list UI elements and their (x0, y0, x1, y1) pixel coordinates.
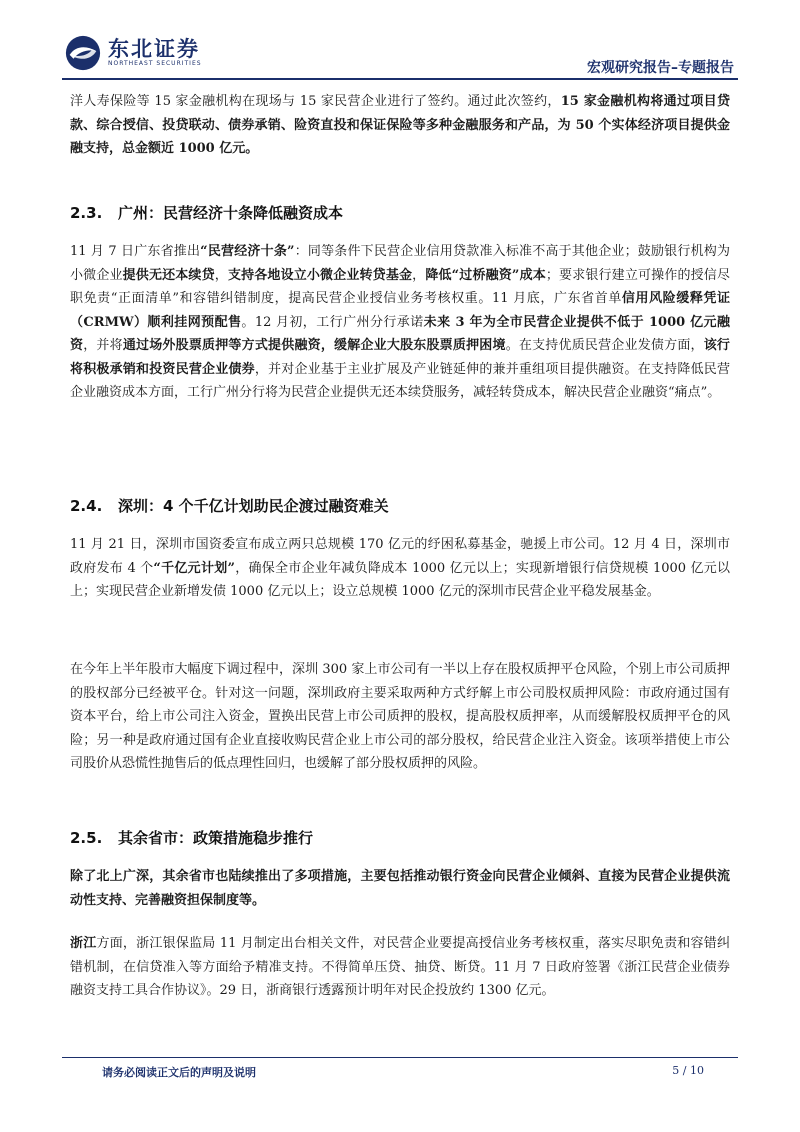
section-heading (70, 202, 730, 224)
section-title: 广州：民营经济十条降低融资成本 (118, 204, 344, 222)
bold-text: 提供无还本续贷 (122, 267, 215, 283)
logo-chinese-name: 东北证券 (108, 37, 200, 61)
text-run: ， (214, 267, 228, 283)
paragraph (70, 90, 730, 161)
bold-text: “千亿元计划” (153, 560, 235, 576)
bold-text: 未来 3 年为全市民营企业提供不低于 1000 亿元融资 (70, 314, 730, 353)
section-number: 2.3. (70, 204, 103, 222)
company-logo (64, 34, 202, 72)
text-run: 方面，浙江银保监局 11 月制定出台相关文件，对民营企业要提高授信业务考核权重，落实尽职免责和容错纠错机制，在信贷准入等方面给予精准支持。不得简单压贷、抽贷、断贷。11 月 7 日政府签署《浙江民营企业债券融资支持工具合作协议》。29 日，浙商银行透露预计明年对民企投放约 1300 亿元。 (70, 936, 730, 998)
bold-text: 15 家金融机构将通过项目贷款、综合授信、投贷联动、债券承销、险资直投和保证保险等多种金融服务和产品，为 50 个实体经济项目提供金融支持，总金额近 1000 亿元。 (70, 94, 730, 156)
report-type: 宏观研究报告–专题报告 (587, 60, 734, 76)
text-run: ，并对企业基于主业扩展及产业链延伸的兼并重组项目提供融资。在支持降低民营企业融资成本方面，工行广州分行将为民营企业提供无还本续贷服务，减轻转贷成本，解决民营企业融资“痛点”。 (70, 361, 730, 400)
page-header (62, 30, 738, 80)
text-run: 在今年上半年股市大幅度下调过程中，深圳 300 家上市公司有一半以上存在股权质押平仓风险，个别上市公司质押的股权部分已经被平仓。针对这一问题，深圳政府主要采取两种方式纾解上市公司股权质押风险：市政府通过国有资本平台，给上市公司注入资金，置换出民营上市公司质押的股权，提高股权质押率，从而缓解股权质押平仓的风险；另一种是政府通过国有企业直接收购民营企业上市公司的部分股权，给民营企业注入资金。该项举措使上市公司股价从恐慌性抛售后的低点理性回归，也缓解了部分股权质押的风险。 (70, 662, 730, 771)
text-run: 。在支持优质民营企业发债方面， (505, 338, 704, 353)
bold-text: 支持各地设立小微企业转贷基金 (227, 267, 413, 283)
section-number: 2.5. (70, 829, 103, 847)
bold-text: 除了北上广深，其余省市也陆续推出了多项措施，主要包括推动银行资金向民营企业倾斜、直接为民营企业提供流动性支持、完善融资担保制度等。 (70, 869, 730, 908)
paragraph (70, 658, 730, 776)
text-run: ，确保全市企业年减负降成本 1000 亿元以上；实现新增银行信贷规模 1000 亿元以上；实现民营企业新增发债 1000 亿元以上；设立总规模 1000 亿元的深圳市民营企业平稳发展基金。 (70, 560, 730, 599)
page-number: 5 / 10 (672, 1064, 704, 1077)
bold-text: 该行将积极承销和投资民营企业债券 (70, 338, 730, 377)
bold-text: “民营经济十条” (200, 244, 295, 259)
text-run: 。12 月初，工行广州分行承诺 (241, 314, 424, 330)
text-run: 11 月 7 日广东省推出 (70, 244, 201, 259)
text-run: ；要求银行建立可操作的授信尽职免责“正面清单”和容错纠错制度，提高民营企业授信业务考核权重。11 月底，广东省首单 (70, 267, 730, 306)
disclaimer-note: 请务必阅读正文后的声明及说明 (102, 1066, 256, 1079)
paragraph (70, 533, 730, 604)
text-run: 11 月 21 日，深圳市国资委宣布成立两只总规模 170 亿元的纾困私募基金，驰援上市公司。12 月 4 日，深圳市政府发布 4 个 (70, 537, 730, 576)
text-run: ，并将 (83, 338, 123, 353)
text-run: 洋人寿保险等 15 家金融机构在现场与 15 家民营企业进行了签约。通过此次签约， (70, 94, 561, 109)
logo-english-name: NORTHEAST SECURITIES (108, 60, 202, 67)
text-run: ：同等条件下民营企业信用贷款准入标准不高于其他企业；鼓励银行机构为小微企业 (70, 244, 730, 283)
bold-text: 浙江 (70, 936, 97, 951)
paragraph (70, 240, 730, 405)
page-footer (62, 1057, 738, 1079)
section-title: 其余省市：政策措施稳步推行 (118, 829, 314, 847)
bold-text: 降低“过桥融资”成本 (425, 267, 546, 283)
section-title: 深圳：4 个千亿计划助民企渡过融资难关 (118, 497, 389, 515)
paragraph (70, 865, 730, 912)
section-heading (70, 827, 730, 849)
logo-icon (64, 34, 102, 72)
bold-text: 信用风险缓释凭证（CRMW）顺利挂网预配售 (70, 291, 730, 330)
section-heading (70, 495, 730, 517)
text-run: ， (412, 267, 426, 283)
bold-text: 通过场外股票质押等方式提供融资，缓解企业大股东股票质押困境 (122, 338, 506, 353)
paragraph (70, 932, 730, 1003)
section-number: 2.4. (70, 497, 103, 515)
